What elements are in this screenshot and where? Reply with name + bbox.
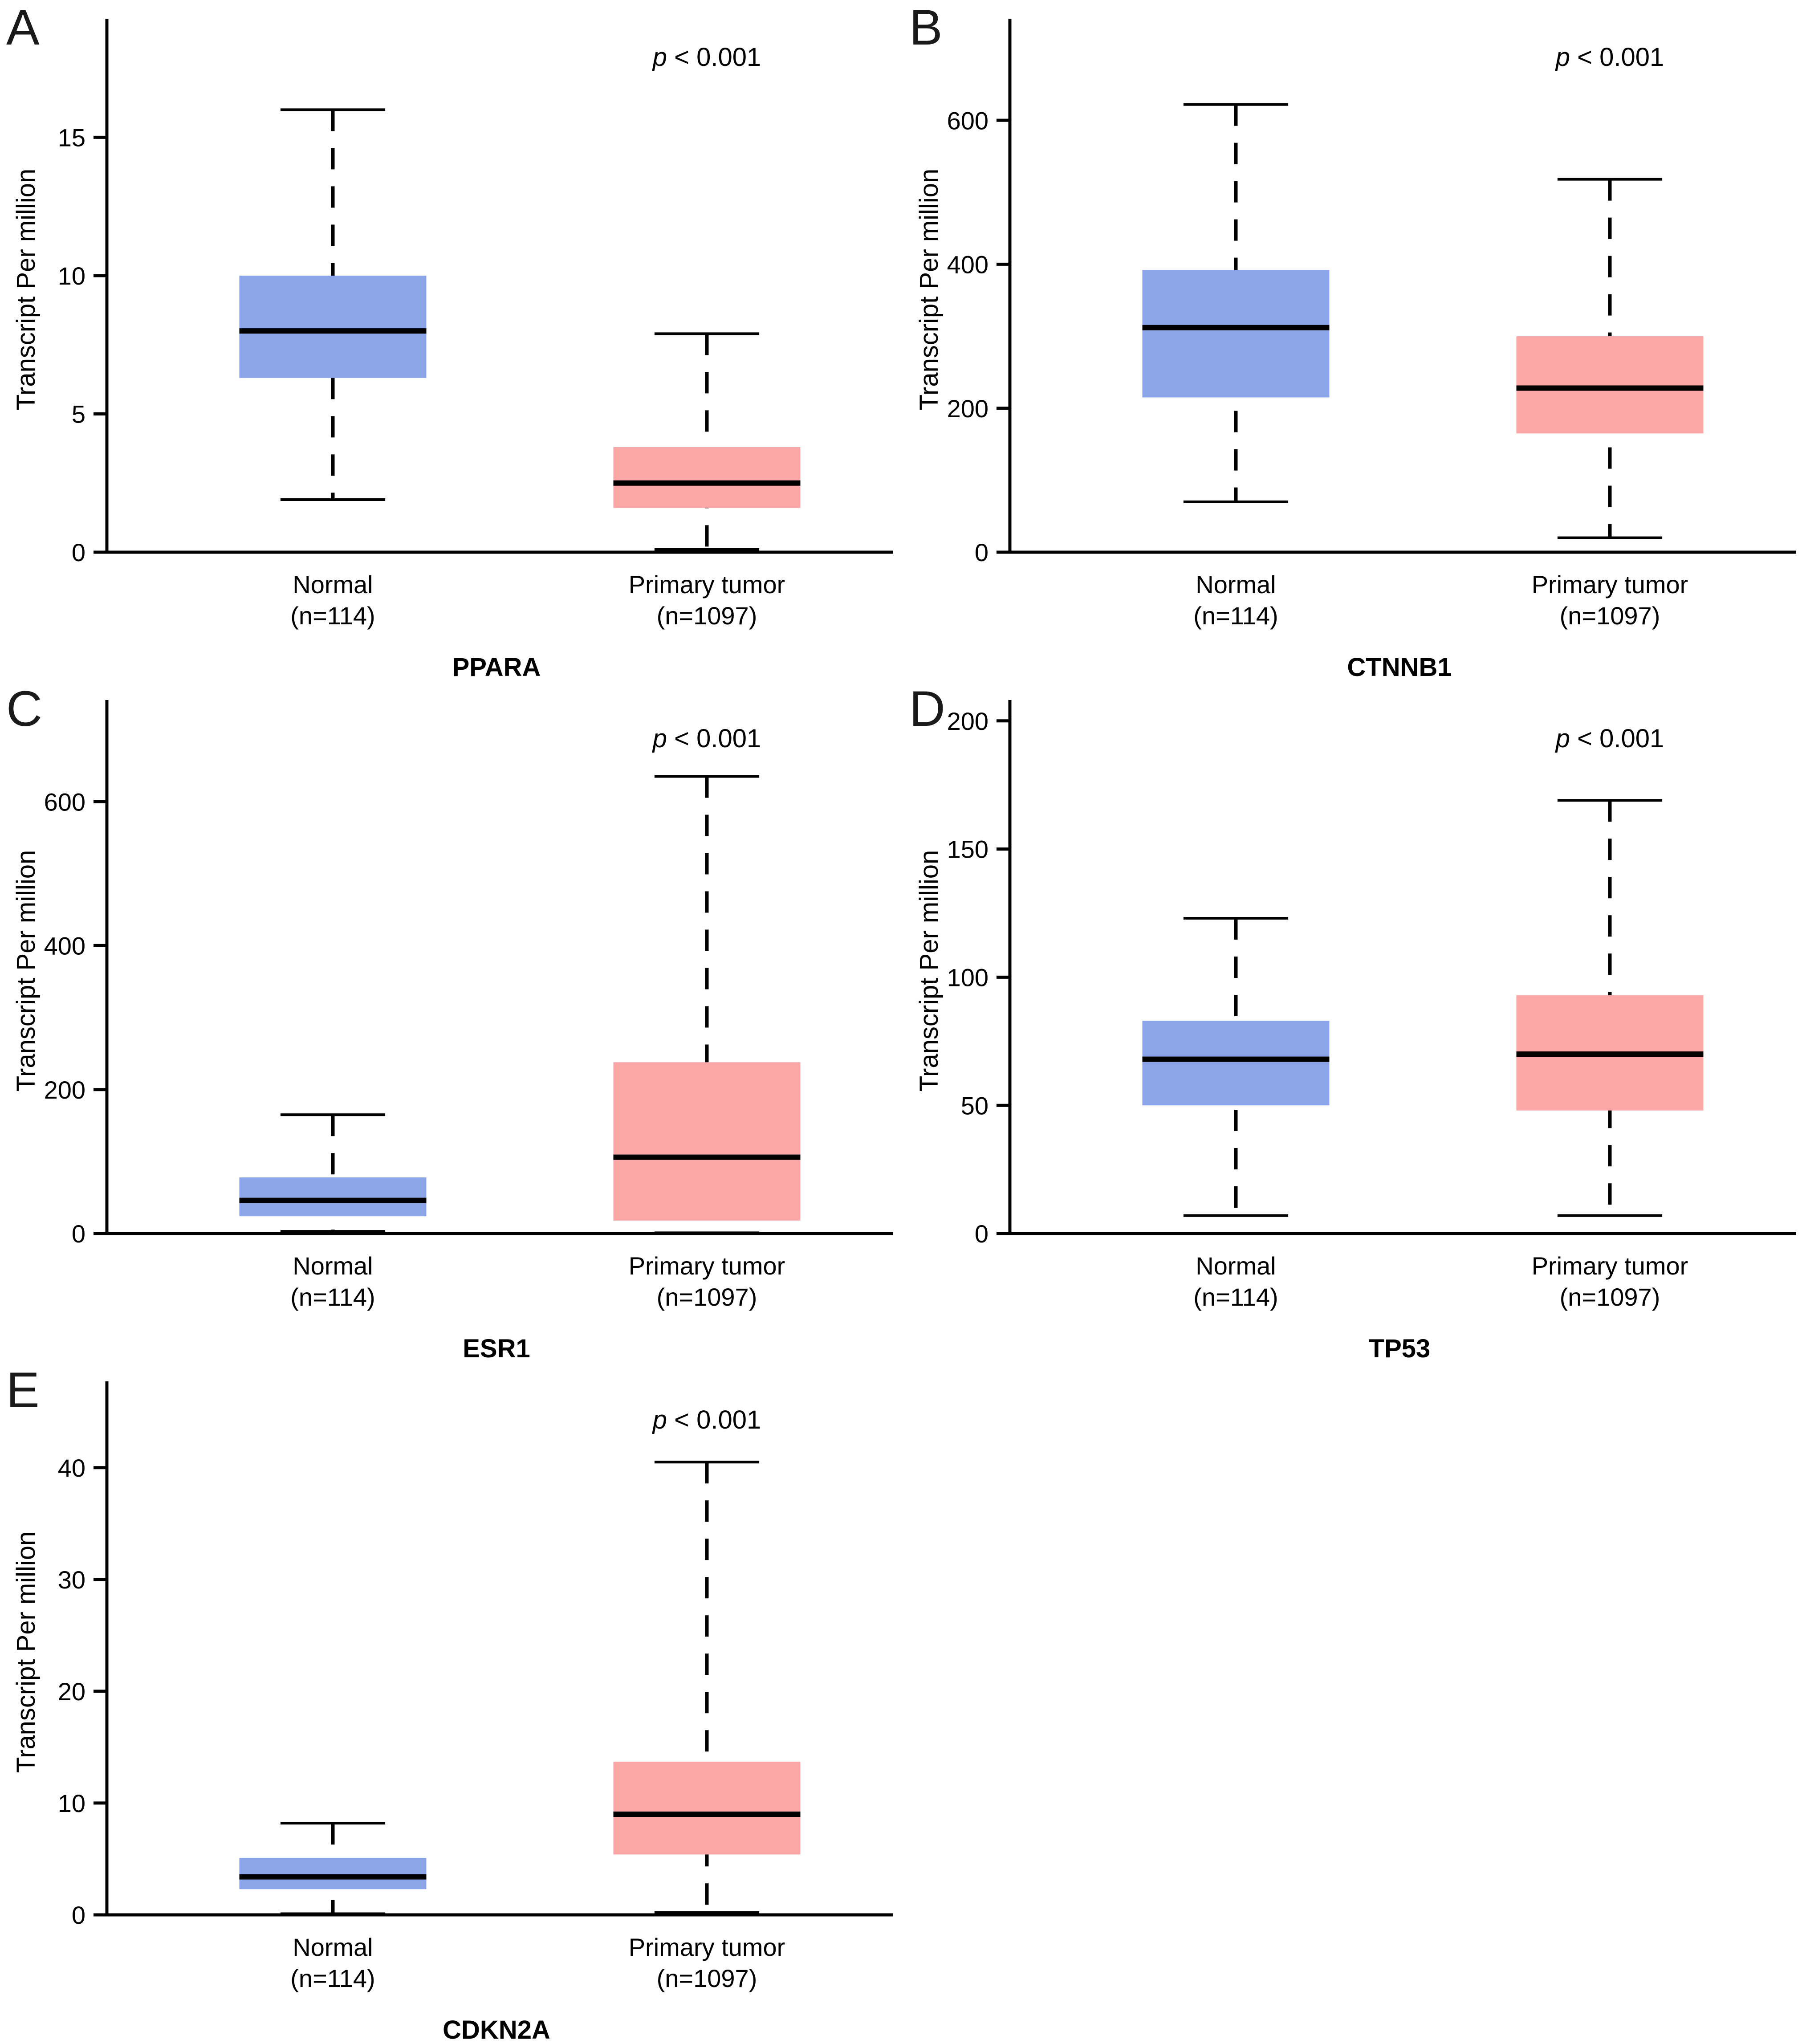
y-tick-label: 10 [57, 1789, 85, 1818]
panel-b-ctnnb1 [903, 0, 1806, 681]
y-tick-label: 0 [974, 1220, 988, 1248]
y-tick-label: 200 [947, 394, 988, 423]
boxplot-esr1 [0, 681, 903, 1363]
category-label-line2: (n=114) [1193, 602, 1278, 630]
y-tick-label: 0 [71, 1220, 85, 1248]
category-label-line2: (n=1097) [656, 602, 757, 630]
gene-title: PPARA [452, 653, 541, 681]
box-group-normal [240, 1823, 427, 1914]
iqr-box-tumor [614, 447, 801, 508]
y-tick-label: 400 [44, 932, 85, 960]
category-label-line1: Primary tumor [628, 1933, 785, 1961]
y-axis-title: Transcript Per million [915, 850, 944, 1092]
category-label-line2: (n=1097) [656, 1964, 757, 1992]
y-tick-label: 150 [947, 835, 988, 863]
iqr-box-tumor [614, 1062, 801, 1221]
y-tick-label: 0 [71, 1901, 85, 1930]
panel-letter-e: E [6, 1362, 40, 1418]
y-tick-label: 0 [974, 538, 988, 567]
category-label-line2: (n=114) [290, 1964, 375, 1992]
iqr-box-normal [240, 276, 427, 378]
gene-title: CDKN2A [443, 2015, 550, 2044]
box-group-tumor [614, 334, 801, 549]
y-axis-title: Transcript Per million [12, 850, 41, 1092]
y-tick-label: 30 [57, 1565, 85, 1594]
p-value-label: p < 0.001 [1555, 43, 1664, 72]
category-label-line1: Primary tumor [1531, 1252, 1688, 1280]
iqr-box-normal [1143, 1021, 1330, 1105]
category-label-line1: Primary tumor [628, 1252, 785, 1280]
y-axis-title: Transcript Per million [915, 168, 944, 411]
y-tick-label: 5 [71, 400, 85, 428]
boxplot-cdkn2a [0, 1363, 903, 2044]
iqr-box-normal [1143, 270, 1330, 397]
panel-letter-b: B [909, 0, 943, 55]
box-group-normal [240, 1115, 427, 1231]
y-tick-label: 100 [947, 963, 988, 992]
panel-letter-c: C [6, 681, 42, 737]
iqr-box-normal [240, 1177, 427, 1216]
box-group-tumor [614, 1462, 801, 1913]
panel-d-tp53 [903, 681, 1806, 1363]
y-tick-label: 20 [57, 1678, 85, 1706]
gene-title: TP53 [1368, 1334, 1431, 1363]
p-value-label: p < 0.001 [1555, 724, 1664, 753]
iqr-box-normal [240, 1858, 427, 1889]
box-group-tumor [1517, 800, 1704, 1215]
y-tick-label: 10 [57, 262, 85, 290]
y-tick-label: 40 [57, 1454, 85, 1482]
gene-title: CTNNB1 [1347, 653, 1452, 681]
category-label-line1: Normal [293, 1933, 373, 1961]
panel-letter-d: D [909, 681, 945, 737]
panel-a-ppara [0, 0, 903, 681]
panel-letter-a: A [6, 0, 40, 55]
category-label-line2: (n=114) [1193, 1283, 1278, 1311]
panel-e-cdkn2a [0, 1363, 903, 2044]
category-label-line1: Primary tumor [628, 570, 785, 599]
panel-c-esr1 [0, 681, 903, 1363]
p-value-label: p < 0.001 [652, 724, 761, 753]
box-group-normal [1143, 105, 1330, 502]
box-group-normal [240, 110, 427, 500]
category-label-line1: Normal [293, 1252, 373, 1280]
y-tick-label: 0 [71, 538, 85, 567]
y-axis-title: Transcript Per million [12, 1531, 41, 1773]
box-group-tumor [1517, 179, 1704, 538]
category-label-line2: (n=114) [290, 1283, 375, 1311]
y-tick-label: 200 [44, 1075, 85, 1104]
category-label-line1: Normal [293, 570, 373, 599]
y-tick-label: 200 [947, 707, 988, 735]
category-label-line2: (n=1097) [1559, 1283, 1660, 1311]
box-group-normal [1143, 918, 1330, 1216]
y-tick-label: 600 [44, 788, 85, 816]
gene-title: ESR1 [463, 1334, 530, 1363]
y-tick-label: 50 [960, 1091, 988, 1120]
category-label-line1: Normal [1196, 1252, 1276, 1280]
category-label-line2: (n=1097) [1559, 602, 1660, 630]
y-tick-label: 600 [947, 106, 988, 135]
boxplot-ppara [0, 0, 903, 681]
category-label-line1: Primary tumor [1531, 570, 1688, 599]
boxplot-ctnnb1 [903, 0, 1806, 681]
category-label-line2: (n=1097) [656, 1283, 757, 1311]
y-axis-title: Transcript Per million [12, 168, 41, 411]
p-value-label: p < 0.001 [652, 43, 761, 72]
y-tick-label: 15 [57, 123, 85, 152]
p-value-label: p < 0.001 [652, 1405, 761, 1434]
category-label-line1: Normal [1196, 570, 1276, 599]
iqr-box-tumor [1517, 336, 1704, 433]
iqr-box-tumor [614, 1762, 801, 1854]
category-label-line2: (n=114) [290, 602, 375, 630]
boxplot-tp53 [903, 681, 1806, 1363]
box-group-tumor [614, 777, 801, 1233]
y-tick-label: 400 [947, 250, 988, 279]
